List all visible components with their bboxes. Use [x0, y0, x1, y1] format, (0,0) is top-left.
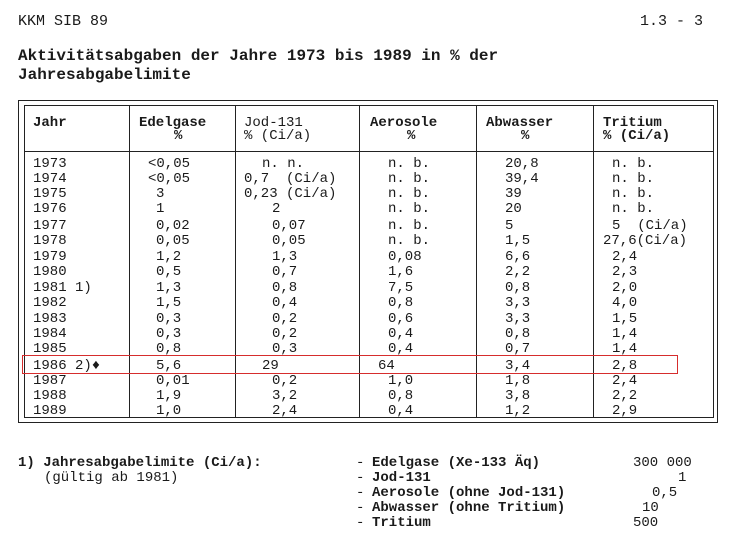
- cell-edelgase: 0,5: [156, 264, 182, 280]
- cell-year: 1983: [33, 311, 67, 327]
- cell-year: 1973: [33, 156, 67, 172]
- cell-year: 1985: [33, 341, 67, 357]
- limit-dash: -: [356, 470, 365, 486]
- limit-name: Tritium: [372, 515, 431, 531]
- cell-jod131: 0,2: [272, 326, 298, 342]
- cell-abwasser: 39: [505, 186, 522, 202]
- cell-edelgase: 0,3: [156, 311, 182, 327]
- table-row: [0, 172, 729, 186]
- cell-tritium: 1,4: [612, 341, 638, 357]
- cell-jod131: 0,3: [272, 341, 298, 357]
- cell-jod131: 3,2: [272, 388, 298, 404]
- cell-abwasser: 1,5: [505, 233, 531, 249]
- cell-year: 1977: [33, 218, 67, 234]
- footnote-validity: (gültig ab 1981): [44, 470, 179, 486]
- cell-aerosole: n. b.: [388, 218, 431, 234]
- document-title-line-1: Aktivitätsabgaben der Jahre 1973 bis 1989 in % der: [18, 47, 499, 65]
- cell-abwasser: 1,8: [505, 373, 531, 389]
- cell-jod131: 0,2: [272, 311, 298, 327]
- table-row: [0, 312, 729, 326]
- cell-tritium: 4,0: [612, 295, 638, 311]
- limit-value: 300 000: [633, 455, 692, 471]
- cell-tritium: 2,0: [612, 280, 638, 296]
- cell-year: 1989: [33, 403, 67, 419]
- cell-edelgase: 1,0: [156, 403, 182, 419]
- cell-aerosole: 0,4: [388, 341, 414, 357]
- cell-tritium: n. b.: [612, 201, 655, 217]
- cell-jod131: 2: [272, 201, 281, 217]
- cell-tritium: 2,4: [612, 373, 638, 389]
- cell-abwasser: 6,6: [505, 249, 531, 265]
- cell-edelgase: 0,01: [156, 373, 190, 389]
- cell-abwasser: 20: [505, 201, 522, 217]
- limit-value: 0,5: [652, 485, 678, 501]
- table-row: [0, 389, 729, 403]
- cell-abwasser: 3,8: [505, 388, 531, 404]
- cell-aerosole: n. b.: [388, 186, 431, 202]
- cell-tritium: 2,4: [612, 249, 638, 265]
- cell-jod131: 2,4: [272, 403, 298, 419]
- cell-tritium: n. b.: [612, 186, 655, 202]
- column-unit-aerosole: %: [407, 128, 416, 144]
- table-row: [0, 327, 729, 341]
- table-row: [0, 281, 729, 295]
- cell-aerosole: n. b.: [388, 201, 431, 217]
- cell-aerosole: 1,0: [388, 373, 414, 389]
- cell-tritium: 5 (Ci/a): [612, 218, 688, 234]
- table-row: [0, 296, 729, 310]
- cell-aerosole: 0,8: [388, 388, 414, 404]
- cell-tritium: 27,6(Ci/a): [603, 233, 688, 249]
- table-row: [0, 202, 729, 216]
- cell-edelgase: <0,05: [148, 171, 191, 187]
- table-row: [0, 157, 729, 171]
- row-highlight-box: [22, 355, 678, 374]
- page-number: 1.3 - 3: [640, 13, 704, 30]
- cell-edelgase: 1,9: [156, 388, 182, 404]
- cell-year: 1988: [33, 388, 67, 404]
- cell-aerosole: 0,8: [388, 295, 414, 311]
- column-unit-edelgase: %: [174, 128, 183, 144]
- cell-year: 1980: [33, 264, 67, 280]
- cell-tritium: 2,3: [612, 264, 638, 280]
- column-header-jahr: Jahr: [33, 115, 67, 131]
- limit-name: Abwasser (ohne Tritium): [372, 500, 566, 516]
- cell-abwasser: 2,2: [505, 264, 531, 280]
- cell-abwasser: 0,7: [505, 341, 531, 357]
- cell-jod131: 0,05: [272, 233, 306, 249]
- cell-abwasser: 3,3: [505, 295, 531, 311]
- cell-year: 1984: [33, 326, 67, 342]
- cell-tritium: 1,4: [612, 326, 638, 342]
- column-header-aerosole: Aerosole: [370, 115, 438, 131]
- cell-jod131: 0,4: [272, 295, 298, 311]
- cell-edelgase: 0,05: [156, 233, 190, 249]
- column-header-tritium: Tritium: [603, 115, 662, 131]
- limit-value: 10: [642, 500, 659, 516]
- cell-edelgase: 3: [156, 186, 165, 202]
- cell-aerosole: 0,4: [388, 326, 414, 342]
- cell-year: 1976: [33, 201, 67, 217]
- cell-year: 1986 2)♦: [33, 358, 101, 374]
- cell-aerosole: n. b.: [388, 156, 431, 172]
- document-title-line-2: Jahresabgabelimite: [18, 66, 191, 84]
- limit-name: Edelgase (Xe-133 Äq): [372, 455, 541, 471]
- cell-year: 1979: [33, 249, 67, 265]
- cell-year: 1974: [33, 171, 67, 187]
- cell-year: 1978: [33, 233, 67, 249]
- header-divider: [24, 151, 714, 152]
- cell-year: 1975: [33, 186, 67, 202]
- column-unit-jod131: % (Ci/a): [244, 128, 312, 144]
- cell-jod131: 0,07: [272, 218, 306, 234]
- cell-tritium: n. b.: [612, 156, 655, 172]
- table-row: [0, 219, 729, 233]
- cell-jod131: 0,8: [272, 280, 298, 296]
- table-row: [0, 234, 729, 248]
- table-row: [0, 374, 729, 388]
- limit-dash: -: [356, 485, 365, 501]
- cell-jod131: n. n.: [262, 156, 305, 172]
- cell-abwasser: 20,8: [505, 156, 539, 172]
- cell-abwasser: 3,3: [505, 311, 531, 327]
- column-header-abwasser: Abwasser: [486, 115, 554, 131]
- cell-tritium: 2,8: [612, 358, 638, 374]
- cell-jod131: 0,23 (Ci/a): [244, 186, 337, 202]
- cell-edelgase: 1,3: [156, 280, 182, 296]
- cell-year: 1987: [33, 373, 67, 389]
- footnote-label: 1) Jahresabgabelimite (Ci/a):: [18, 455, 262, 471]
- cell-aerosole: 0,08: [388, 249, 422, 265]
- cell-tritium: 1,5: [612, 311, 638, 327]
- cell-aerosole: 0,4: [388, 403, 414, 419]
- column-header-edelgase: Edelgase: [139, 115, 207, 131]
- cell-edelgase: 1,2: [156, 249, 182, 265]
- cell-edelgase: 0,8: [156, 341, 182, 357]
- document-id: KKM SIB 89: [18, 13, 109, 30]
- column-header-jod131: Jod-131: [244, 115, 303, 131]
- cell-abwasser: 39,4: [505, 171, 539, 187]
- cell-edelgase: 5,6: [156, 358, 182, 374]
- limit-dash: -: [356, 455, 365, 471]
- cell-abwasser: 1,2: [505, 403, 531, 419]
- cell-jod131: 29: [262, 358, 279, 374]
- column-unit-abwasser: %: [521, 128, 530, 144]
- limit-name: Aerosole (ohne Jod-131): [372, 485, 566, 501]
- cell-year: 1982: [33, 295, 67, 311]
- cell-jod131: 0,2: [272, 373, 298, 389]
- cell-tritium: 2,9: [612, 403, 638, 419]
- table-row: [0, 250, 729, 264]
- cell-edelgase: <0,05: [148, 156, 191, 172]
- cell-abwasser: 0,8: [505, 326, 531, 342]
- table-row: [0, 265, 729, 279]
- cell-jod131: 1,3: [272, 249, 298, 265]
- limit-dash: -: [356, 500, 365, 516]
- cell-aerosole: 1,6: [388, 264, 414, 280]
- cell-aerosole: 7,5: [388, 280, 414, 296]
- limit-value: 1: [678, 470, 687, 486]
- cell-jod131: 0,7 (Ci/a): [244, 171, 337, 187]
- table-row: [0, 187, 729, 201]
- cell-edelgase: 0,02: [156, 218, 190, 234]
- limit-value: 500: [633, 515, 659, 531]
- cell-edelgase: 0,3: [156, 326, 182, 342]
- cell-abwasser: 0,8: [505, 280, 531, 296]
- cell-edelgase: 1,5: [156, 295, 182, 311]
- cell-aerosole: n. b.: [388, 171, 431, 187]
- column-unit-tritium: % (Ci/a): [603, 128, 671, 144]
- cell-aerosole: 0,6: [388, 311, 414, 327]
- limit-name: Jod-131: [372, 470, 431, 486]
- table-row: [0, 342, 729, 356]
- cell-jod131: 0,7: [272, 264, 298, 280]
- cell-abwasser: 3,4: [505, 358, 531, 374]
- cell-abwasser: 5: [505, 218, 514, 234]
- cell-aerosole: 64: [378, 358, 395, 374]
- cell-year: 1981 1): [33, 280, 92, 296]
- table-row: [0, 404, 729, 418]
- cell-aerosole: n. b.: [388, 233, 431, 249]
- cell-tritium: n. b.: [612, 171, 655, 187]
- cell-tritium: 2,2: [612, 388, 638, 404]
- cell-edelgase: 1: [156, 201, 165, 217]
- limit-dash: -: [356, 515, 365, 531]
